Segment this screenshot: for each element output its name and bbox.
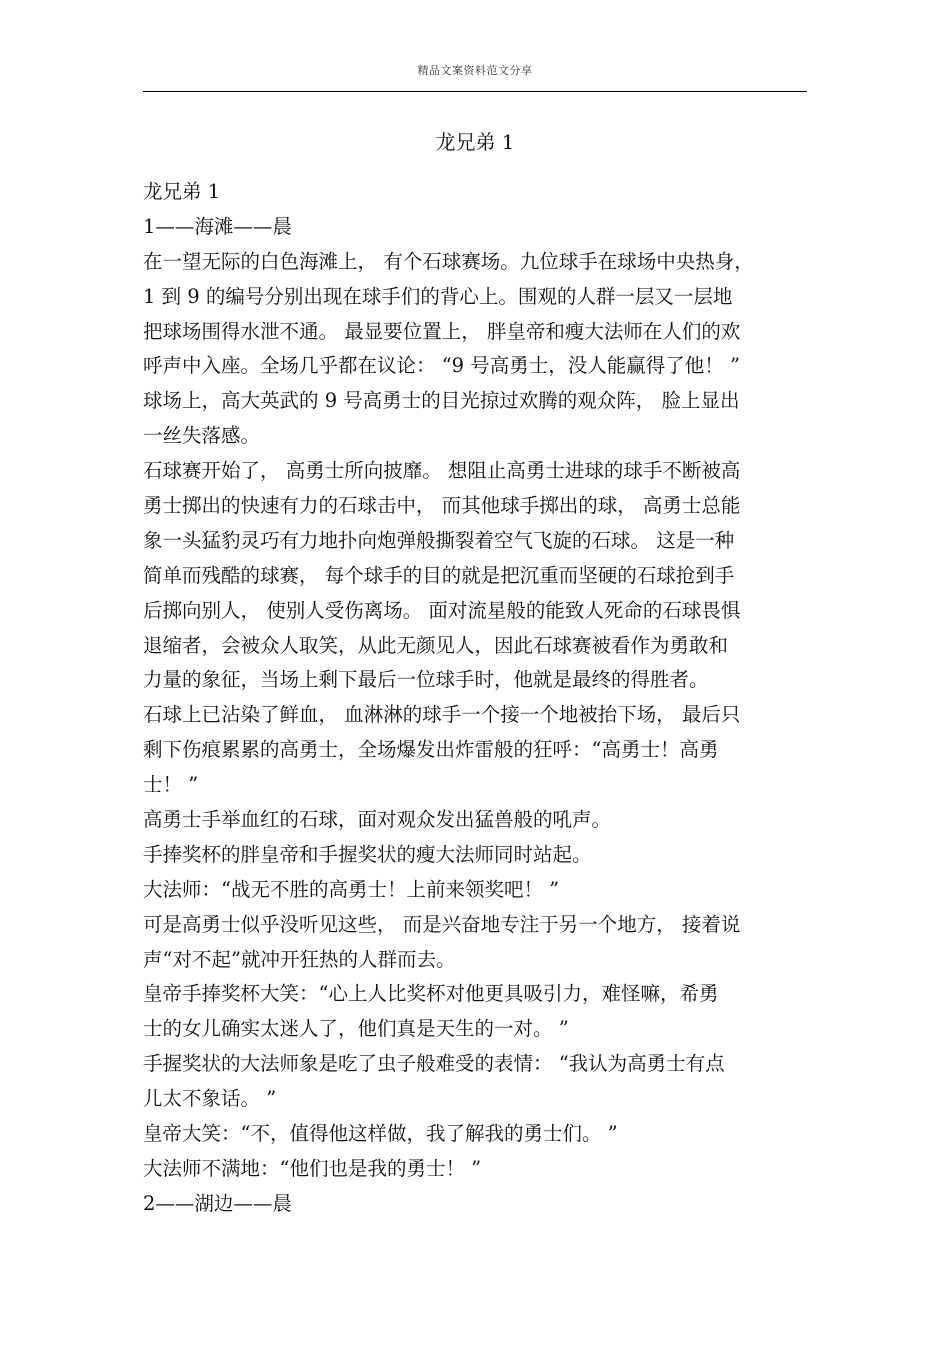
text-line: 士！ ” [143,773,199,797]
text-line: 皇帝手捧奖杯大笑：“心上人比奖杯对他更具吸引力，难怪嘛，希勇 [143,982,719,1006]
text-line: 一丝失落感。 [143,424,261,448]
text-line: 后掷向别人， 使别人受伤离场。 面对流星般的能致人死命的石球畏惧 [143,598,741,622]
text-line: 手捧奖杯的胖皇帝和手握奖状的瘦大法师同时站起。 [143,842,592,866]
text-line: 球场上，高大英武的 9 号高勇士的目光掠过欢腾的观众阵， 脸上显出 [143,389,740,413]
text-line: 手握奖状的大法师象是吃了虫子般难受的表情： “我认为高勇士有点 [143,1052,725,1076]
text-line: 1——海滩——晨 [143,214,292,238]
text-line: 可是高勇士似乎没听见这些， 而是兴奋地专注于另一个地方， 接着说 [143,912,741,936]
text-line: 象一头猛豹灵巧有力地扑向炮弹般撕裂着空气飞旋的石球。 这是一种 [143,528,735,552]
text-line: 勇士掷出的快速有力的石球击中， 而其他球手掷出的球， 高勇士总能 [143,494,741,518]
text-line: 简单而残酷的球赛， 每个球手的目的就是把沉重而坚硬的石球抢到手 [143,563,735,587]
text-line: 皇帝大笑：“不，值得他这样做，我了解我的勇士们。 ” [143,1122,618,1146]
body-text [143,175,807,1222]
text-line: 声“对不起”就冲开狂热的人群而去。 [143,947,456,971]
text-line: 儿太不象话。 ” [143,1087,277,1111]
text-line: 在一望无际的白色海滩上， 有个石球赛场。九位球手在球场中央热身， [143,249,754,273]
text-line: 高勇士手举血红的石球，面对观众发出猛兽般的吼声。 [143,808,612,832]
text-line: 1 到 9 的编号分别出现在球手们的背心上。围观的人群一层又一层地 [143,284,733,308]
text-line: 呼声中入座。全场几乎都在议论： “9 号高勇士，没人能赢得了他！ ” [143,354,740,378]
text-line: 石球上已沾染了鲜血， 血淋淋的球手一个接一个地被抬下场， 最后只 [143,703,741,727]
page-header: 精品文案资料范文分享 [417,64,533,77]
text-line: 2——湖边——晨 [143,1191,292,1215]
text-line: 退缩者，会被众人取笑，从此无颜见人，因此石球赛被看作为勇敢和 [143,633,729,657]
text-line: 剩下伤痕累累的高勇士，全场爆发出炸雷般的狂呼：“高勇士！高勇 [143,738,719,762]
text-line: 龙兄弟 1 [143,180,221,203]
header-rule [143,91,807,92]
text-line: 大法师：“战无不胜的高勇士！上前来领奖吧！ ” [143,877,560,901]
text-line: 石球赛开始了， 高勇士所向披靡。 想阻止高勇士进球的球手不断被高 [143,459,741,483]
text-line: 力量的象征，当场上剩下最后一位球手时，他就是最终的得胜者。 [143,668,709,692]
text-line: 大法师不满地：“他们也是我的勇士！ ” [143,1156,482,1180]
text-line: 把球场围得水泄不通。 最显要位置上， 胖皇帝和瘦大法师在人们的欢 [143,319,741,343]
text-line: 士的女儿确实太迷人了，他们真是天生的一对。 ” [143,1017,569,1041]
document-title: 龙兄弟 1 [435,130,515,154]
